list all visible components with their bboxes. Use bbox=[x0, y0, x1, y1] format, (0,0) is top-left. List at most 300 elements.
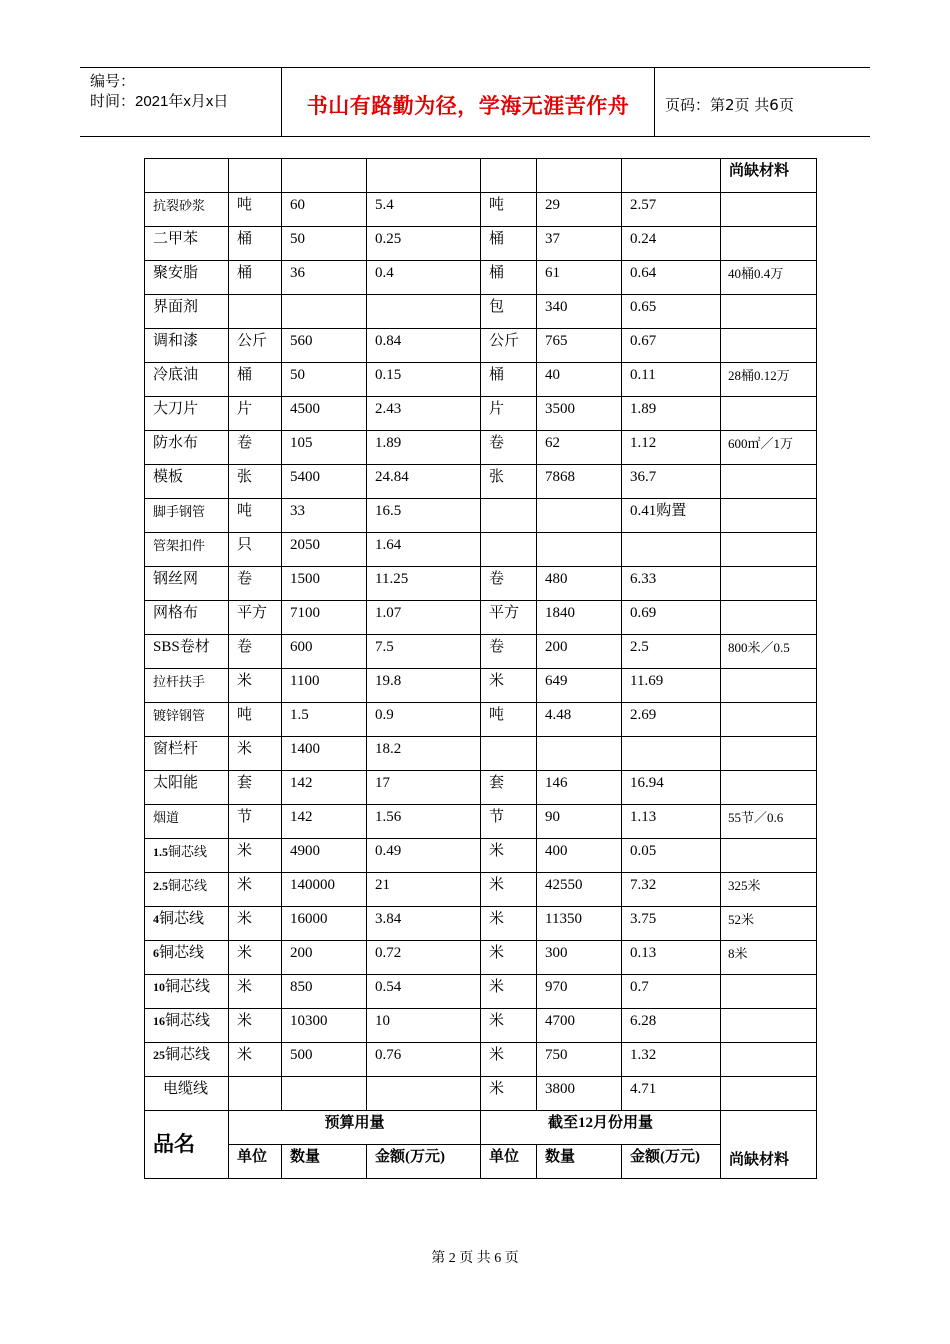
actual-amount: 36.7 bbox=[622, 465, 721, 499]
material-name bbox=[145, 499, 229, 533]
actual-qty: 11350 bbox=[537, 907, 622, 941]
actual-header: 截至12月份用量 bbox=[481, 1111, 721, 1145]
material-name-text: 铜芯线 bbox=[168, 844, 208, 859]
actual-unit: 卷 bbox=[481, 635, 537, 669]
budget-header: 预算用量 bbox=[229, 1111, 481, 1145]
material-name bbox=[145, 533, 229, 567]
budget-qty: 500 bbox=[282, 1043, 367, 1077]
table-row bbox=[145, 227, 817, 261]
table-body bbox=[145, 159, 817, 1179]
actual-unit: 米 bbox=[481, 1077, 537, 1111]
budget-amount: 11.25 bbox=[367, 567, 481, 601]
actual-unit: 卷 bbox=[481, 567, 537, 601]
shortage-note bbox=[721, 737, 817, 771]
shortage-note bbox=[721, 1043, 817, 1077]
table-row bbox=[145, 975, 817, 1009]
budget-amount: 0.25 bbox=[367, 227, 481, 261]
table-row bbox=[145, 533, 817, 567]
shortage-note bbox=[721, 295, 817, 329]
table-row bbox=[145, 329, 817, 363]
budget-amount: 0.84 bbox=[367, 329, 481, 363]
actual-unit: 米 bbox=[481, 975, 537, 1009]
budget-qty bbox=[282, 1077, 367, 1111]
actual-unit: 米 bbox=[481, 1009, 537, 1043]
material-name bbox=[145, 635, 229, 669]
budget-unit: 米 bbox=[229, 941, 282, 975]
actual-qty: 146 bbox=[537, 771, 622, 805]
actual-qty: 3500 bbox=[537, 397, 622, 431]
budget-qty: 600 bbox=[282, 635, 367, 669]
budget-unit bbox=[229, 1077, 282, 1111]
material-name-text: 聚安脂 bbox=[153, 265, 199, 281]
budget-amount: 7.5 bbox=[367, 635, 481, 669]
actual-unit: 公斤 bbox=[481, 329, 537, 363]
material-name-text: 窗栏杆 bbox=[153, 741, 199, 757]
material-name-text: 管架扣件 bbox=[153, 538, 206, 553]
budget-qty: 140000 bbox=[282, 873, 367, 907]
material-name-text: 界面剂 bbox=[153, 299, 199, 315]
actual-amount: 11.69 bbox=[622, 669, 721, 703]
actual-amount: 2.57 bbox=[622, 193, 721, 227]
actual-unit bbox=[481, 737, 537, 771]
shortage-note: 600㎡／1万 bbox=[721, 431, 817, 465]
budget-amount: 0.54 bbox=[367, 975, 481, 1009]
budget-unit: 吨 bbox=[229, 193, 282, 227]
budget-unit: 吨 bbox=[229, 703, 282, 737]
material-name-text: 烟道 bbox=[153, 810, 180, 825]
table-top-header-row bbox=[145, 159, 817, 193]
bottom-header-row bbox=[145, 1111, 817, 1145]
material-name bbox=[145, 907, 229, 941]
name-header: 品名 bbox=[145, 1111, 229, 1179]
material-name bbox=[145, 227, 229, 261]
actual-amount: 0.69 bbox=[622, 601, 721, 635]
shortage-header: 尚缺材料 bbox=[721, 1111, 817, 1179]
shortage-note bbox=[721, 669, 817, 703]
actual-unit: 张 bbox=[481, 465, 537, 499]
actual-qty: 37 bbox=[537, 227, 622, 261]
budget-qty: 50 bbox=[282, 227, 367, 261]
actual-qty bbox=[537, 737, 622, 771]
budget-amount: 0.72 bbox=[367, 941, 481, 975]
time-label: 时间：2021年x月x日 bbox=[90, 93, 229, 110]
actual-amount: 0.11 bbox=[622, 363, 721, 397]
actual-unit: 片 bbox=[481, 397, 537, 431]
actual-qty: 40 bbox=[537, 363, 622, 397]
table-row bbox=[145, 431, 817, 465]
budget-qty: 200 bbox=[282, 941, 367, 975]
material-name-text: 抗裂砂浆 bbox=[153, 198, 206, 213]
shortage-note bbox=[721, 601, 817, 635]
budget-qty: 50 bbox=[282, 363, 367, 397]
material-name bbox=[145, 1009, 229, 1043]
budget-amount: 0.15 bbox=[367, 363, 481, 397]
actual-amount bbox=[622, 737, 721, 771]
actual-unit: 桶 bbox=[481, 227, 537, 261]
shortage-note: 325米 bbox=[721, 873, 817, 907]
actual-qty: 61 bbox=[537, 261, 622, 295]
budget-amount: 2.43 bbox=[367, 397, 481, 431]
material-name-text: 钢丝网 bbox=[153, 571, 199, 587]
material-name bbox=[145, 601, 229, 635]
budget-qty: 10300 bbox=[282, 1009, 367, 1043]
actual-qty: 4700 bbox=[537, 1009, 622, 1043]
actual-qty: 42550 bbox=[537, 873, 622, 907]
actual-unit: 包 bbox=[481, 295, 537, 329]
budget-qty: 33 bbox=[282, 499, 367, 533]
shortage-note bbox=[721, 499, 817, 533]
actual-amount: 6.33 bbox=[622, 567, 721, 601]
budget-amount: 16.5 bbox=[367, 499, 481, 533]
header-meta bbox=[90, 72, 228, 112]
actual-qty bbox=[537, 499, 622, 533]
material-name bbox=[145, 193, 229, 227]
shortage-note bbox=[721, 397, 817, 431]
budget-unit: 平方 bbox=[229, 601, 282, 635]
actual-amount: 0.24 bbox=[622, 227, 721, 261]
table-row bbox=[145, 397, 817, 431]
budget-unit: 米 bbox=[229, 873, 282, 907]
wire-size: 2.5 bbox=[153, 879, 168, 893]
budget-amount: 24.84 bbox=[367, 465, 481, 499]
budget-unit: 张 bbox=[229, 465, 282, 499]
actual-qty: 4.48 bbox=[537, 703, 622, 737]
actual-amount: 6.28 bbox=[622, 1009, 721, 1043]
budget-unit: 卷 bbox=[229, 567, 282, 601]
material-name-text: 网格布 bbox=[153, 605, 199, 621]
shortage-note bbox=[721, 465, 817, 499]
material-name-text: 拉杆扶手 bbox=[153, 674, 206, 689]
table-row bbox=[145, 941, 817, 975]
shortage-note bbox=[721, 193, 817, 227]
actual-unit: 米 bbox=[481, 907, 537, 941]
material-name-text: SBS卷材 bbox=[153, 639, 210, 655]
actual-unit bbox=[481, 533, 537, 567]
shortage-note bbox=[721, 839, 817, 873]
table-row bbox=[145, 193, 817, 227]
budget-unit: 米 bbox=[229, 975, 282, 1009]
wire-size: 16 bbox=[153, 1014, 165, 1028]
budget-amount: 1.07 bbox=[367, 601, 481, 635]
actual-amount: 1.13 bbox=[622, 805, 721, 839]
table-row bbox=[145, 295, 817, 329]
page-footer: 第 2 页 共 6 页 bbox=[431, 1251, 519, 1266]
budget-qty: 4900 bbox=[282, 839, 367, 873]
shortage-note: 40桶0.4万 bbox=[721, 261, 817, 295]
actual-qty: 480 bbox=[537, 567, 622, 601]
budget-unit: 米 bbox=[229, 907, 282, 941]
material-name-text: 二甲苯 bbox=[153, 231, 199, 247]
actual-amount: 0.64 bbox=[622, 261, 721, 295]
table-row bbox=[145, 703, 817, 737]
wire-size: 6 bbox=[153, 946, 159, 960]
budget-unit: 只 bbox=[229, 533, 282, 567]
actual-qty: 300 bbox=[537, 941, 622, 975]
wire-size: 25 bbox=[153, 1048, 165, 1062]
material-name bbox=[145, 1043, 229, 1077]
actual-unit: 米 bbox=[481, 873, 537, 907]
budget-amount: 5.4 bbox=[367, 193, 481, 227]
material-name-text: 铜芯线 bbox=[159, 945, 205, 961]
budget-qty: 2050 bbox=[282, 533, 367, 567]
code-label: 编号： bbox=[90, 73, 136, 90]
actual-qty: 90 bbox=[537, 805, 622, 839]
material-name bbox=[145, 1077, 229, 1111]
actual-amount: 1.32 bbox=[622, 1043, 721, 1077]
header-divider bbox=[654, 68, 655, 136]
shortage-note bbox=[721, 329, 817, 363]
budget-unit: 卷 bbox=[229, 635, 282, 669]
material-name bbox=[145, 397, 229, 431]
actual-qty: 649 bbox=[537, 669, 622, 703]
actual-amount: 7.32 bbox=[622, 873, 721, 907]
budget-amount: 1.64 bbox=[367, 533, 481, 567]
budget-qty: 142 bbox=[282, 771, 367, 805]
actual-amount: 2.69 bbox=[622, 703, 721, 737]
shortage-note: 800米／0.5 bbox=[721, 635, 817, 669]
actual-amount: 0.67 bbox=[622, 329, 721, 363]
actual-qty-header: 数量 bbox=[537, 1145, 622, 1179]
actual-qty: 3800 bbox=[537, 1077, 622, 1111]
table-row bbox=[145, 737, 817, 771]
material-name bbox=[145, 703, 229, 737]
material-name-text: 铜芯线 bbox=[165, 1047, 211, 1063]
material-name bbox=[145, 975, 229, 1009]
budget-qty: 1500 bbox=[282, 567, 367, 601]
budget-unit: 桶 bbox=[229, 363, 282, 397]
budget-unit: 米 bbox=[229, 1009, 282, 1043]
material-name-text: 铜芯线 bbox=[165, 979, 211, 995]
budget-unit: 节 bbox=[229, 805, 282, 839]
material-name bbox=[145, 941, 229, 975]
budget-unit: 卷 bbox=[229, 431, 282, 465]
actual-qty: 765 bbox=[537, 329, 622, 363]
budget-unit: 米 bbox=[229, 839, 282, 873]
wire-size: 4 bbox=[153, 912, 159, 926]
shortage-note bbox=[721, 1009, 817, 1043]
actual-amount-header: 金额(万元) bbox=[622, 1145, 721, 1179]
table-row bbox=[145, 669, 817, 703]
actual-amount: 0.7 bbox=[622, 975, 721, 1009]
budget-unit: 片 bbox=[229, 397, 282, 431]
budget-qty: 850 bbox=[282, 975, 367, 1009]
budget-unit: 公斤 bbox=[229, 329, 282, 363]
table-row bbox=[145, 261, 817, 295]
material-name-text: 铜芯线 bbox=[159, 911, 205, 927]
shortage-note: 28桶0.12万 bbox=[721, 363, 817, 397]
table-row bbox=[145, 567, 817, 601]
shortage-note: 8米 bbox=[721, 941, 817, 975]
shortage-note bbox=[721, 533, 817, 567]
header-page-label: 页码：第2页 共6页 bbox=[665, 96, 794, 114]
budget-amount: 1.89 bbox=[367, 431, 481, 465]
actual-amount bbox=[622, 533, 721, 567]
budget-amount-header: 金额(万元) bbox=[367, 1145, 481, 1179]
budget-qty: 60 bbox=[282, 193, 367, 227]
budget-qty: 5400 bbox=[282, 465, 367, 499]
budget-amount bbox=[367, 1077, 481, 1111]
actual-qty: 29 bbox=[537, 193, 622, 227]
actual-unit bbox=[481, 499, 537, 533]
shortage-note: 52米 bbox=[721, 907, 817, 941]
wire-size: 10 bbox=[153, 980, 165, 994]
budget-qty: 1100 bbox=[282, 669, 367, 703]
material-name-text: 模板 bbox=[153, 469, 184, 485]
actual-unit: 米 bbox=[481, 839, 537, 873]
actual-amount: 0.65 bbox=[622, 295, 721, 329]
actual-qty: 970 bbox=[537, 975, 622, 1009]
budget-unit bbox=[229, 295, 282, 329]
table-row bbox=[145, 907, 817, 941]
material-name bbox=[145, 261, 229, 295]
budget-amount: 21 bbox=[367, 873, 481, 907]
actual-amount: 3.75 bbox=[622, 907, 721, 941]
shortage-note bbox=[721, 975, 817, 1009]
budget-unit: 桶 bbox=[229, 261, 282, 295]
shortage-note bbox=[721, 771, 817, 805]
actual-qty bbox=[537, 533, 622, 567]
actual-unit: 米 bbox=[481, 941, 537, 975]
shortage-note bbox=[721, 227, 817, 261]
table-row bbox=[145, 873, 817, 907]
actual-amount: 16.94 bbox=[622, 771, 721, 805]
material-name bbox=[145, 465, 229, 499]
table-row bbox=[145, 1043, 817, 1077]
actual-unit: 桶 bbox=[481, 363, 537, 397]
table-row bbox=[145, 635, 817, 669]
material-name-text: 太阳能 bbox=[153, 775, 199, 791]
budget-amount: 19.8 bbox=[367, 669, 481, 703]
actual-unit: 桶 bbox=[481, 261, 537, 295]
budget-unit: 米 bbox=[229, 1043, 282, 1077]
table-row bbox=[145, 839, 817, 873]
budget-amount: 10 bbox=[367, 1009, 481, 1043]
actual-unit: 吨 bbox=[481, 193, 537, 227]
shortage-header-top: 尚缺材料 bbox=[721, 159, 817, 193]
table-row bbox=[145, 601, 817, 635]
material-name bbox=[145, 737, 229, 771]
material-name bbox=[145, 567, 229, 601]
budget-amount: 0.49 bbox=[367, 839, 481, 873]
material-name-text: 脚手钢管 bbox=[153, 504, 206, 519]
actual-amount: 1.12 bbox=[622, 431, 721, 465]
budget-qty: 7100 bbox=[282, 601, 367, 635]
budget-qty: 1.5 bbox=[282, 703, 367, 737]
budget-amount: 17 bbox=[367, 771, 481, 805]
budget-unit: 吨 bbox=[229, 499, 282, 533]
actual-amount: 0.13 bbox=[622, 941, 721, 975]
actual-qty: 1840 bbox=[537, 601, 622, 635]
material-name bbox=[145, 669, 229, 703]
budget-amount: 0.76 bbox=[367, 1043, 481, 1077]
actual-qty: 400 bbox=[537, 839, 622, 873]
actual-qty: 750 bbox=[537, 1043, 622, 1077]
budget-qty: 16000 bbox=[282, 907, 367, 941]
table-row bbox=[145, 499, 817, 533]
budget-qty: 1400 bbox=[282, 737, 367, 771]
material-name bbox=[145, 771, 229, 805]
material-name-text: 大刀片 bbox=[153, 401, 199, 417]
table-row bbox=[145, 1077, 817, 1111]
budget-unit: 套 bbox=[229, 771, 282, 805]
shortage-note: 55节／0.6 bbox=[721, 805, 817, 839]
actual-qty: 7868 bbox=[537, 465, 622, 499]
material-name bbox=[145, 363, 229, 397]
material-name-text: 铜芯线 bbox=[168, 878, 208, 893]
bottom-subheader-row bbox=[145, 1145, 817, 1179]
material-name-text: 冷底油 bbox=[153, 367, 199, 383]
budget-qty: 36 bbox=[282, 261, 367, 295]
wire-size: 1.5 bbox=[153, 845, 168, 859]
budget-unit: 桶 bbox=[229, 227, 282, 261]
actual-unit: 套 bbox=[481, 771, 537, 805]
budget-unit: 米 bbox=[229, 737, 282, 771]
material-name-text: 防水布 bbox=[153, 435, 199, 451]
material-name-text: 铜芯线 bbox=[165, 1013, 211, 1029]
material-name bbox=[145, 873, 229, 907]
budget-qty: 142 bbox=[282, 805, 367, 839]
actual-unit: 米 bbox=[481, 1043, 537, 1077]
actual-qty: 62 bbox=[537, 431, 622, 465]
actual-unit: 卷 bbox=[481, 431, 537, 465]
material-name bbox=[145, 431, 229, 465]
material-name bbox=[145, 839, 229, 873]
budget-amount: 0.9 bbox=[367, 703, 481, 737]
budget-qty: 560 bbox=[282, 329, 367, 363]
table-row bbox=[145, 465, 817, 499]
actual-amount: 0.41购置 bbox=[622, 499, 721, 533]
budget-qty: 4500 bbox=[282, 397, 367, 431]
header-motto: 书山有路勤为径，学海无涯苦作舟 bbox=[306, 94, 630, 118]
actual-unit: 平方 bbox=[481, 601, 537, 635]
budget-amount: 3.84 bbox=[367, 907, 481, 941]
material-name bbox=[145, 329, 229, 363]
budget-unit: 米 bbox=[229, 669, 282, 703]
actual-qty: 200 bbox=[537, 635, 622, 669]
material-name bbox=[145, 805, 229, 839]
materials-table bbox=[144, 158, 817, 1179]
table-row bbox=[145, 1009, 817, 1043]
actual-unit: 吨 bbox=[481, 703, 537, 737]
budget-amount: 18.2 bbox=[367, 737, 481, 771]
shortage-note bbox=[721, 1077, 817, 1111]
table-row bbox=[145, 805, 817, 839]
actual-unit: 米 bbox=[481, 669, 537, 703]
material-name-text: 调和漆 bbox=[153, 333, 199, 349]
actual-amount: 2.5 bbox=[622, 635, 721, 669]
budget-amount: 1.56 bbox=[367, 805, 481, 839]
material-name bbox=[145, 295, 229, 329]
shortage-note bbox=[721, 703, 817, 737]
actual-unit-header: 单位 bbox=[481, 1145, 537, 1179]
budget-qty-header: 数量 bbox=[282, 1145, 367, 1179]
budget-qty: 105 bbox=[282, 431, 367, 465]
shortage-note bbox=[721, 567, 817, 601]
actual-amount: 0.05 bbox=[622, 839, 721, 873]
budget-qty bbox=[282, 295, 367, 329]
budget-amount: 0.4 bbox=[367, 261, 481, 295]
table-row bbox=[145, 363, 817, 397]
actual-amount: 4.71 bbox=[622, 1077, 721, 1111]
actual-qty: 340 bbox=[537, 295, 622, 329]
actual-unit: 节 bbox=[481, 805, 537, 839]
actual-amount: 1.89 bbox=[622, 397, 721, 431]
material-name-text: 电缆线 bbox=[163, 1081, 209, 1097]
material-name-text: 镀锌钢管 bbox=[153, 708, 206, 723]
table-row bbox=[145, 771, 817, 805]
budget-unit-header: 单位 bbox=[229, 1145, 282, 1179]
budget-amount bbox=[367, 295, 481, 329]
